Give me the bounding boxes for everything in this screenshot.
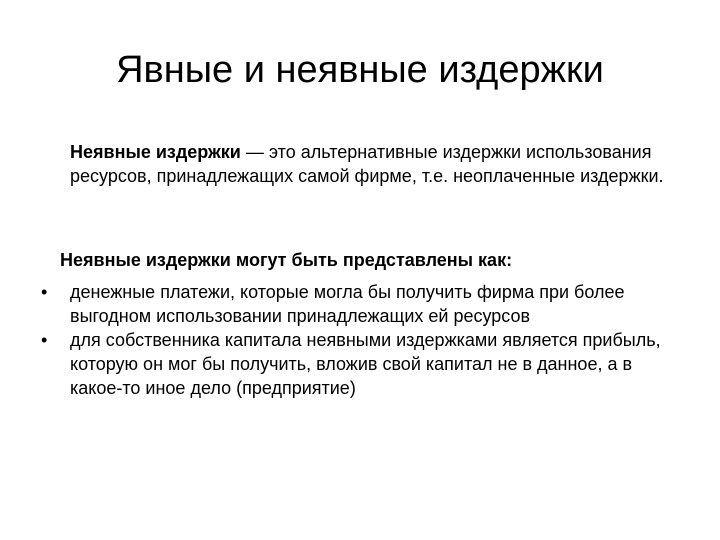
slide-title: Явные и неявные издержки <box>116 49 604 91</box>
bullet-text: для собственника капитала неявными издержками является прибыль, которую он мог бы получить, вложив свой капитал не в данное, а в какое-то иное дело (предприятие) <box>70 330 661 398</box>
bullet-marker: • <box>41 282 48 302</box>
bullet-item <box>0 280 685 328</box>
bullet-item <box>0 328 685 400</box>
bullet-marker: • <box>41 330 48 350</box>
list-heading: Неявные издержки могут быть представлены как: <box>60 250 513 270</box>
bullet-list <box>0 280 720 400</box>
definition-paragraph <box>70 140 670 188</box>
bullet-text: денежные платежи, которые могла бы получить фирма при более выгодном использовании принадлежащих ей ресурсов <box>70 282 625 326</box>
definition-term: Неявные издержки <box>70 142 241 162</box>
definition-text: — это альтернативные издержки использования ресурсов, принадлежащих самой фирме, т.е. неоплаченные издержки. <box>70 142 664 186</box>
